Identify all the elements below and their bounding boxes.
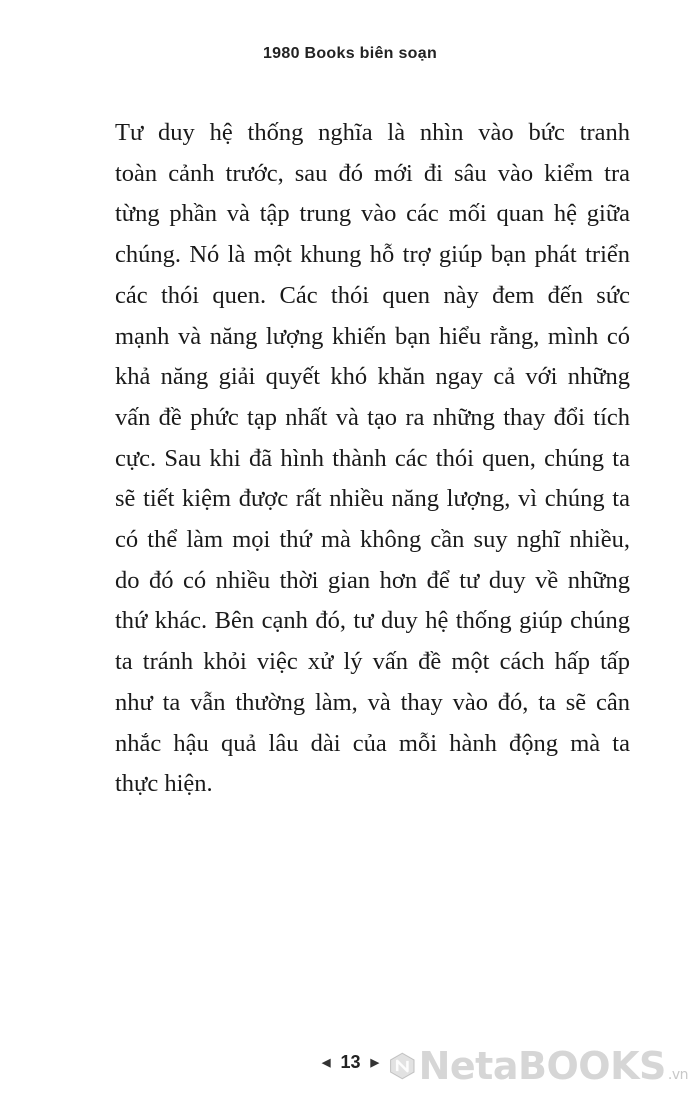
page-number: 13: [340, 1051, 361, 1072]
paragraph-line: khả năng giải quyết khó khăn ngay cả với những: [115, 363, 630, 391]
paragraph-line: sẽ tiết kiệm được rất nhiều năng lượng, vì chúng ta: [115, 485, 630, 513]
body-paragraph: [115, 113, 630, 805]
paragraph-line: các thói quen. Các thói quen này đem đến sức: [115, 281, 630, 309]
paragraph-line: chúng. Nó là một khung hỗ trợ giúp bạn phát triển: [115, 241, 630, 269]
paragraph-line: có thể làm mọi thứ mà không cần suy nghĩ nhiều,: [115, 526, 630, 554]
paragraph-line: thực hiện.: [115, 770, 213, 798]
watermark-brand: NetaBOOKS: [418, 1044, 666, 1088]
netabooks-logo-icon: [388, 1038, 417, 1094]
paragraph-line: từng phần và tập trung vào các mối quan hệ giữa: [115, 200, 630, 228]
paragraph-line: Tư duy hệ thống nghĩa là nhìn vào bức tranh: [115, 119, 630, 146]
watermark-text: [419, 1044, 688, 1088]
triangle-left-icon: ◀: [322, 1056, 331, 1069]
running-header: 1980 Books biên soạn: [262, 45, 438, 62]
paragraph-line: toàn cảnh trước, sau đó mới đi sâu vào kiểm tra: [115, 159, 630, 187]
watermark-suffix: .vn: [667, 1067, 688, 1083]
paragraph-line: cực. Sau khi đã hình thành các thói quen, chúng ta: [115, 444, 630, 472]
triangle-right-icon: ▶: [370, 1056, 379, 1069]
paragraph-line: vấn đề phức tạp nhất và tạo ra những thay đổi tích: [115, 403, 630, 431]
page-number-group: [322, 1050, 379, 1074]
watermark: [388, 1038, 688, 1094]
paragraph-line: nhắc hậu quả lâu dài của mỗi hành động mà ta: [115, 729, 630, 757]
paragraph-line: do đó có nhiều thời gian hơn để tư duy về những: [115, 566, 630, 594]
paragraph-line: như ta vẫn thường làm, và thay vào đó, ta sẽ cân: [115, 688, 630, 716]
paragraph-line: thứ khác. Bên cạnh đó, tư duy hệ thống giúp chúng: [115, 607, 630, 635]
paragraph-line: mạnh và năng lượng khiến bạn hiểu rằng, mình có: [115, 322, 630, 350]
paragraph-line: ta tránh khỏi việc xử lý vấn đề một cách hấp tấp: [115, 648, 630, 676]
